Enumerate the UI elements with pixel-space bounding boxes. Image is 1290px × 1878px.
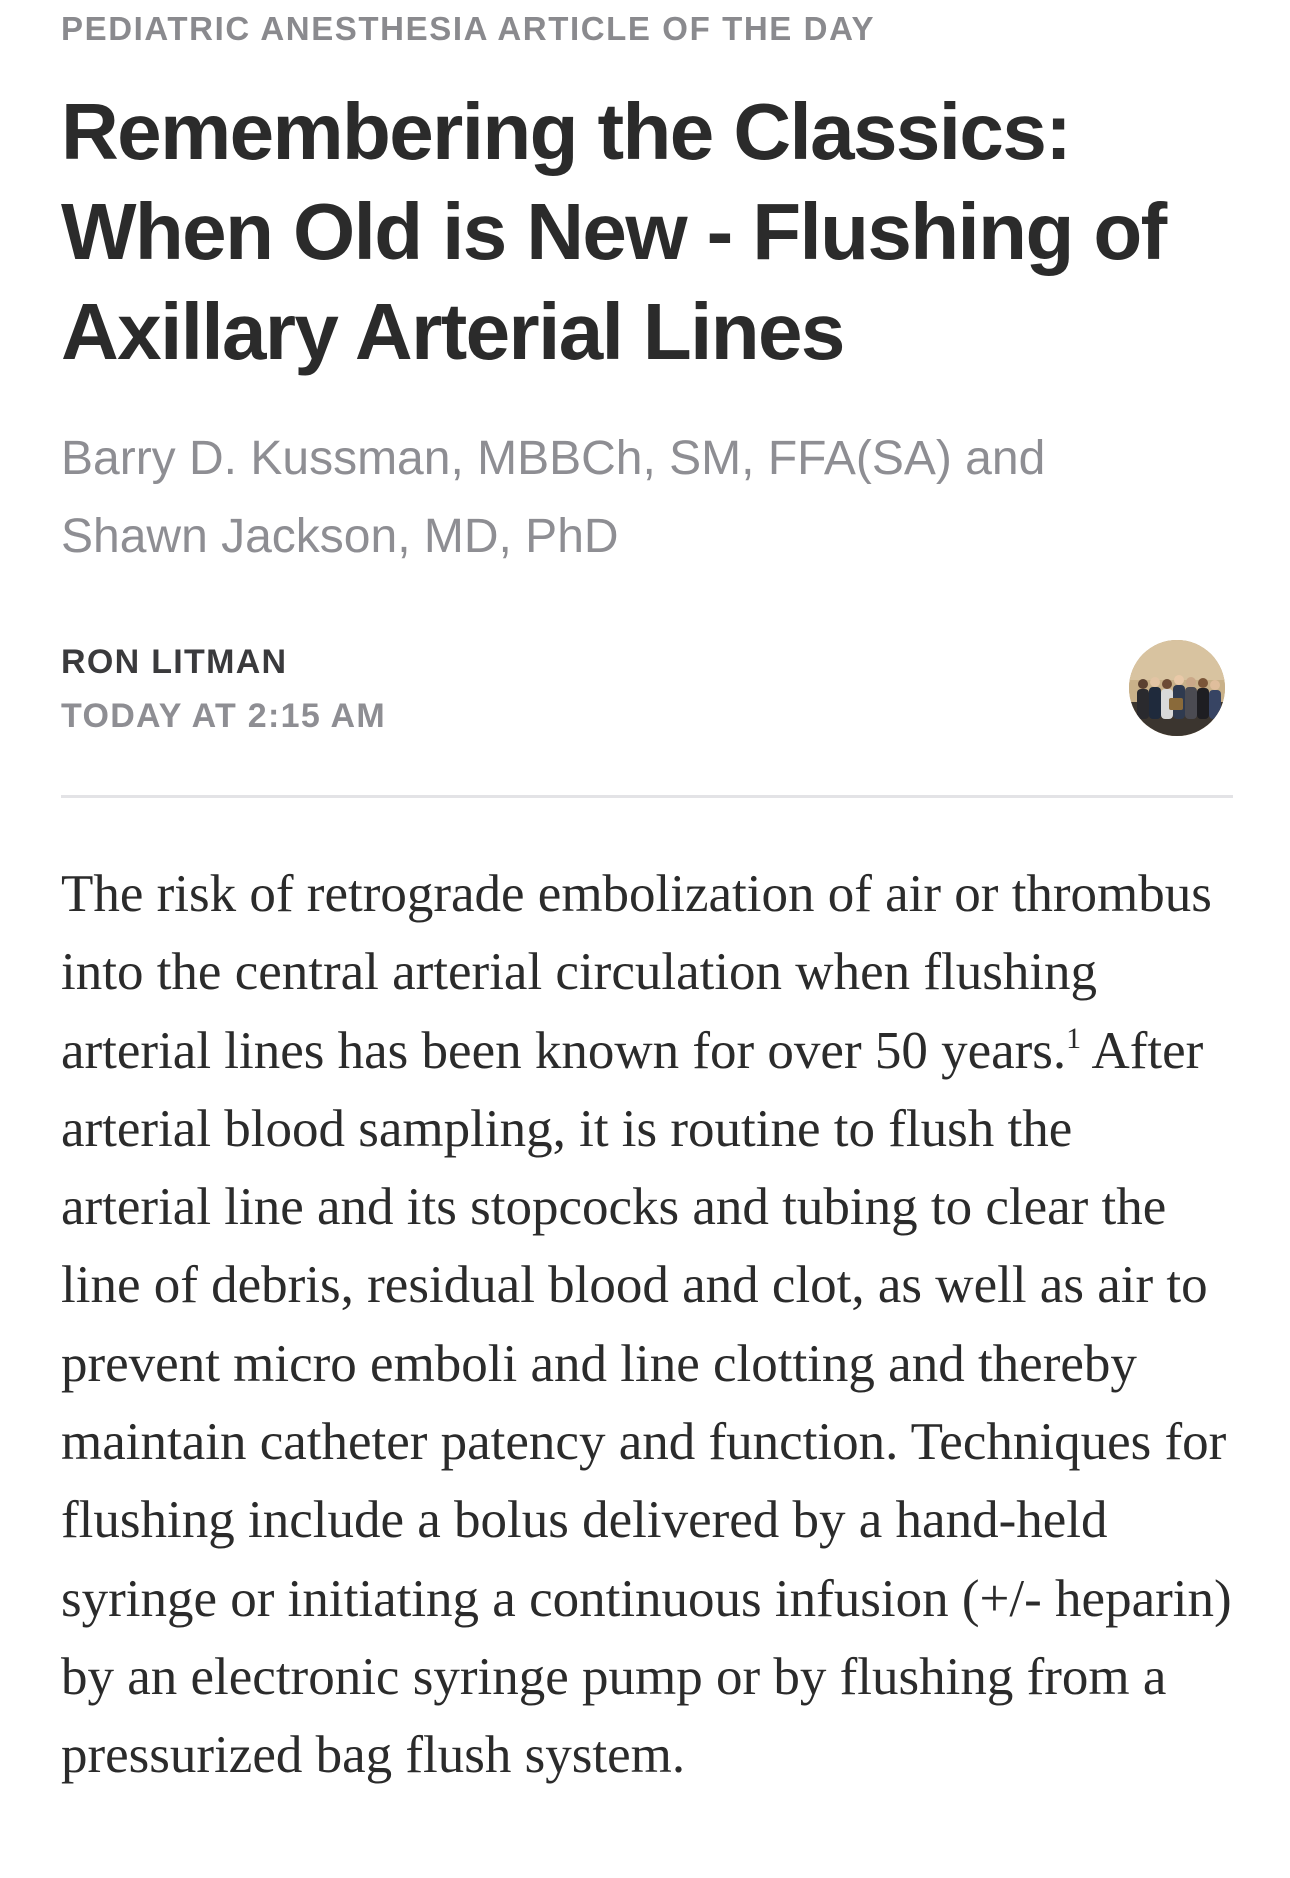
body-text-part2: After arterial blood sampling, it is routine to flush the arterial line and its stopcocks and tubing to clear the line of debris, residual blood and clot, as well as air to prevent micro emboli and line clotting and thereby maintain catheter patency and function. Techniques for flushing include a bolus delivered by a hand-held syringe or initiating a continuous infusion (+/- heparin) by an electronic syringe pump or by flushing from a pressurized bag flush system. <box>61 1021 1232 1785</box>
article-body <box>61 855 1233 1795</box>
publish-timestamp: TODAY AT 2:15 AM <box>61 697 386 735</box>
group-photo-avatar-icon <box>1129 640 1225 736</box>
author-name[interactable]: RON LITMAN <box>61 643 288 681</box>
section-kicker[interactable]: PEDIATRIC ANESTHESIA ARTICLE OF THE DAY <box>61 10 876 47</box>
author-avatar[interactable] <box>1129 640 1225 736</box>
article-subtitle: Barry D. Kussman, MBBCh, SM, FFA(SA) and Shawn Jackson, MD, PhD <box>61 432 1046 563</box>
divider <box>61 795 1233 798</box>
footnote-reference[interactable]: 1 <box>1066 1021 1082 1055</box>
body-text-part1: The risk of retrograde embolization of air or thrombus into the central arterial circulation when flushing arterial lines has been known for over 50 years. <box>61 865 1212 1080</box>
article-title: Remembering the Classics: When Old is New - Flushing of Axillary Arterial Lines <box>61 87 1166 376</box>
byline <box>61 640 386 738</box>
